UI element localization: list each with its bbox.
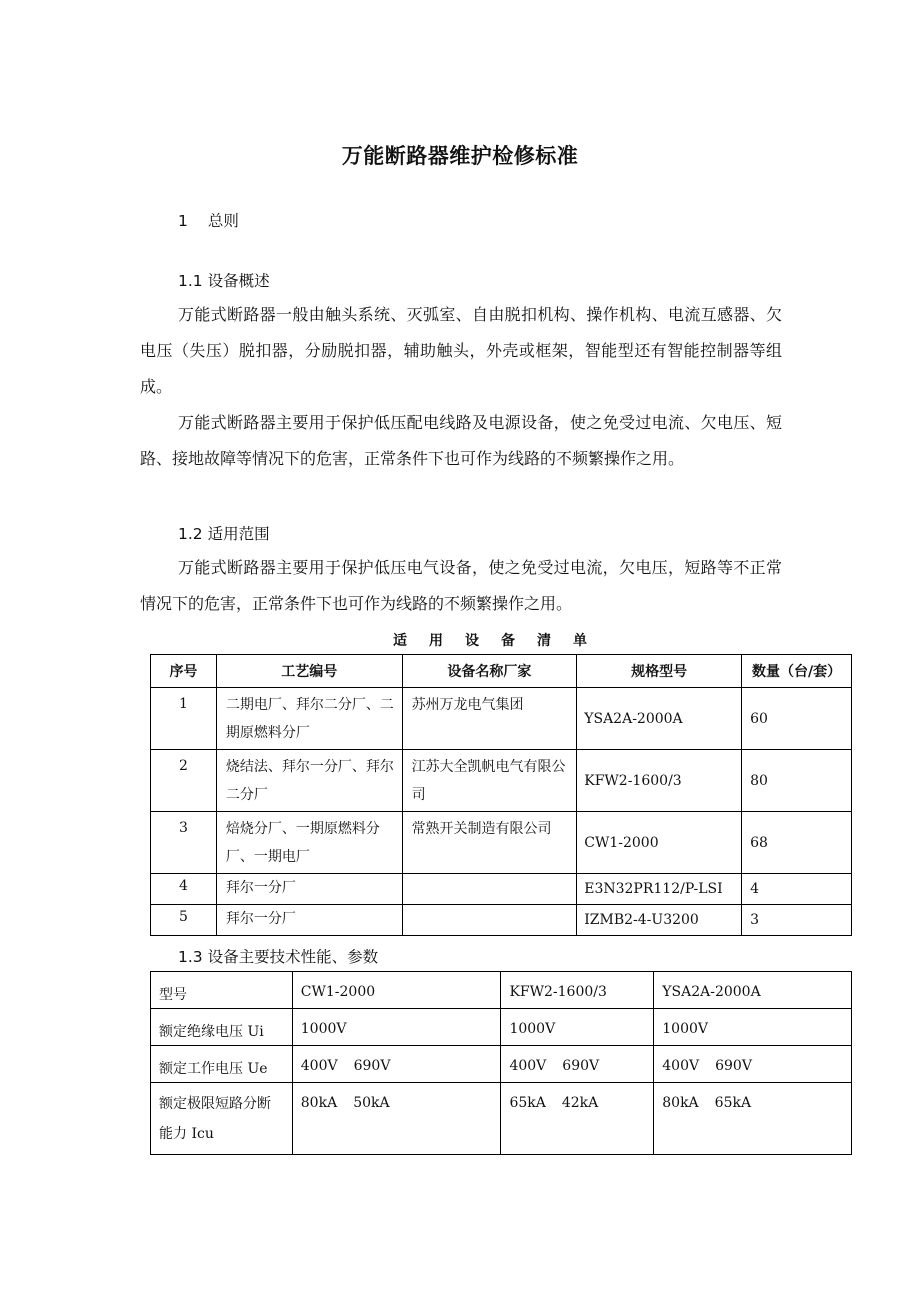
value-a: 80kA xyxy=(662,1095,699,1111)
cell-model: YSA2A-2000A xyxy=(577,688,742,750)
value-a: 400V xyxy=(509,1058,547,1074)
table-row xyxy=(151,874,852,905)
cell-index: 2 xyxy=(151,750,217,812)
cell-maker: 常熟开关制造有限公司 xyxy=(402,812,577,874)
cell-model: E3N32PR112/P-LSI xyxy=(577,874,742,905)
value-a: 400V xyxy=(300,1058,338,1074)
cell-model: KFW2-1600/3 xyxy=(501,972,654,1009)
cell-label: 额定工作电压 Ue xyxy=(151,1046,293,1083)
cell-value: 1000V xyxy=(292,1009,501,1046)
cell-model: CW1-2000 xyxy=(577,812,742,874)
cell-value xyxy=(292,1083,501,1155)
table-header-row xyxy=(151,655,852,688)
cell-value: 1000V xyxy=(654,1009,852,1046)
value-b: 42kA xyxy=(561,1095,599,1111)
cell-process: 二期电厂、拜尔二分厂、二期原燃料分厂 xyxy=(216,688,402,750)
cell-process: 焙烧分厂、一期原燃料分厂、一期电厂 xyxy=(216,812,402,874)
spec-header-row xyxy=(151,972,852,1009)
equipment-table-caption: 适用设备清单 xyxy=(393,633,609,649)
table-row xyxy=(151,688,852,750)
paragraph-overview-1: 万能式断路器一般由触头系统、灭弧室、自由脱扣机构、操作机构、电流互感器、欠电压（失压）脱扣器，分励脱扣器，辅助触头，外壳或框架，智能型还有智能控制器等组成。 xyxy=(140,305,782,396)
cell-value xyxy=(654,1046,852,1083)
cell-qty: 80 xyxy=(742,750,852,812)
cell-value: 1000V xyxy=(501,1009,654,1046)
cell-maker xyxy=(402,874,577,905)
cell-value xyxy=(501,1046,654,1083)
cell-qty: 68 xyxy=(742,812,852,874)
cell-index: 3 xyxy=(151,812,217,874)
cell-index: 1 xyxy=(151,688,217,750)
header-cell: 设备名称厂家 xyxy=(402,655,577,688)
cell-index: 4 xyxy=(151,874,217,905)
equipment-table xyxy=(150,654,852,936)
page-title: 万能断路器维护检修标准 xyxy=(341,144,579,168)
cell-maker: 苏州万龙电气集团 xyxy=(402,688,577,750)
value-a: 80kA xyxy=(300,1095,338,1111)
value-b: 690V xyxy=(715,1058,752,1074)
paragraph-overview-2: 万能式断路器主要用于保护低压配电线路及电源设备，使之免受过电流、欠电压、短路、接地故障等情况下的危害，正常条件下也可作为线路的不频繁操作之用。 xyxy=(140,413,782,468)
cell-model: IZMB2-4-U3200 xyxy=(577,905,742,936)
section-number: 1 xyxy=(178,212,188,230)
section-1-1-heading: 1.1 设备概述 xyxy=(178,272,270,290)
cell-qty: 60 xyxy=(742,688,852,750)
value-b: 690V xyxy=(562,1058,600,1074)
cell-label: 额定绝缘电压 Ui xyxy=(151,1009,293,1046)
cell-process: 烧结法、拜尔一分厂、拜尔二分厂 xyxy=(216,750,402,812)
cell-maker: 江苏大全凯帆电气有限公司 xyxy=(402,750,577,812)
table-row xyxy=(151,750,852,812)
spec-row xyxy=(151,1046,852,1083)
header-cell: 数量（台/套） xyxy=(742,655,852,688)
section-title: 总则 xyxy=(207,212,239,230)
header-cell: 序号 xyxy=(151,655,217,688)
header-cell: 工艺编号 xyxy=(216,655,402,688)
cell-label: 额定极限短路分断能力 Icu xyxy=(151,1083,293,1155)
spec-table xyxy=(150,971,852,1155)
value-b: 50kA xyxy=(353,1095,390,1111)
cell-maker xyxy=(402,905,577,936)
cell-value xyxy=(501,1083,654,1155)
value-a: 65kA xyxy=(509,1095,546,1111)
cell-process: 拜尔一分厂 xyxy=(216,905,402,936)
spec-row xyxy=(151,1009,852,1046)
header-cell: 规格型号 xyxy=(577,655,742,688)
cell-qty: 3 xyxy=(742,905,852,936)
cell-process: 拜尔一分厂 xyxy=(216,874,402,905)
cell-value xyxy=(292,1046,501,1083)
cell-qty: 4 xyxy=(742,874,852,905)
cell-model: CW1-2000 xyxy=(292,972,501,1009)
spec-row xyxy=(151,1083,852,1155)
cell-model: YSA2A-2000A xyxy=(654,972,852,1009)
value-a: 400V xyxy=(662,1058,700,1074)
table-row xyxy=(151,905,852,936)
paragraph-scope: 万能式断路器主要用于保护低压电气设备，使之免受过电流，欠电压，短路等不正常情况下的危害，正常条件下也可作为线路的不频繁操作之用。 xyxy=(140,558,782,613)
cell-index: 5 xyxy=(151,905,217,936)
value-b: 65kA xyxy=(714,1095,752,1111)
cell-model: KFW2-1600/3 xyxy=(577,750,742,812)
cell-label: 型号 xyxy=(151,972,293,1009)
section-1-3-heading: 1.3 设备主要技术性能、参数 xyxy=(178,948,379,966)
cell-value xyxy=(654,1083,852,1155)
table-row xyxy=(151,812,852,874)
section-1-heading xyxy=(178,209,239,231)
value-b: 690V xyxy=(353,1058,391,1074)
section-1-2-heading: 1.2 适用范围 xyxy=(178,525,270,543)
